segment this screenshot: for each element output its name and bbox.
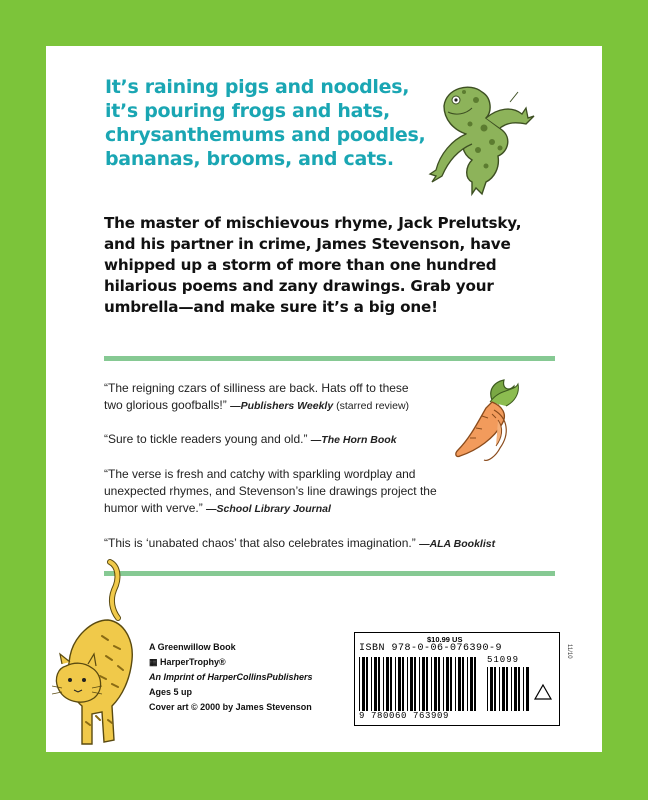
barcode-bar — [374, 657, 377, 711]
barcode-bar — [487, 667, 488, 711]
poem-line: chrysanthemums and poodles, — [105, 124, 426, 146]
review-text: “Sure to tickle readers young and old.” — [104, 432, 311, 446]
isbn-number: ISBN 978-0-06-076390-9 — [359, 643, 503, 654]
barcode-bar — [506, 667, 508, 711]
ean-number: 9 780060 763909 — [359, 711, 450, 721]
barcode-bar — [518, 667, 520, 711]
divider-bottom — [104, 571, 555, 576]
barcode-bar — [410, 657, 413, 711]
barcode-bar — [455, 657, 456, 711]
barcode-bar — [474, 657, 476, 711]
review-quote — [104, 466, 524, 518]
imprint-line — [149, 655, 313, 670]
barcode-bar — [523, 667, 524, 711]
barcode-bar — [450, 657, 452, 711]
barcode-bar — [386, 657, 389, 711]
barcode-bar — [502, 667, 505, 711]
imprint-line: A Greenwillow Book — [149, 642, 236, 652]
barcode-bar — [443, 657, 444, 711]
barcode-block — [354, 632, 560, 726]
barcode-bar — [490, 667, 493, 711]
cat-illustration — [52, 556, 144, 752]
review-text: two glorious goofballs!” — [104, 398, 231, 412]
barcode-bar — [407, 657, 408, 711]
print-code: 11/10 — [566, 644, 572, 659]
imprint-line: Ages 5 up — [149, 687, 193, 697]
barcode-bar — [362, 657, 365, 711]
barcode-bar — [499, 667, 500, 711]
frog-illustration — [426, 78, 538, 198]
barcode-bar — [359, 657, 360, 711]
back-cover-panel — [46, 46, 602, 752]
barcode-bar — [419, 657, 420, 711]
barcode-bar — [514, 667, 517, 711]
barcode-bar — [494, 667, 496, 711]
review-text: “This is ‘unabated chaos’ that also celebrates imagination.” — [104, 536, 420, 550]
review-text: humor with verve.” — [104, 501, 207, 515]
price: $10.99 US — [427, 635, 463, 644]
addon-barcode — [487, 667, 531, 711]
imprint-line: Cover art © 2000 by James Stevenson — [149, 702, 312, 712]
description-line: hilarious poems and zany drawings. Grab your — [104, 277, 494, 295]
description-line: and his partner in crime, James Stevenson, have — [104, 235, 511, 253]
barcode-bar — [426, 657, 428, 711]
imprint-line: An Imprint of HarperCollinsPublishers — [149, 672, 313, 682]
review-note: (starred review) — [333, 400, 410, 412]
review-text: “The reigning czars of silliness are back. Hats off to these — [104, 381, 409, 395]
barcode-bar — [431, 657, 432, 711]
ean-barcode — [359, 657, 481, 711]
barcode-bar — [366, 657, 368, 711]
review-text: unexpected rhymes, and Stevenson’s line drawings project the — [104, 484, 437, 498]
barcode-bar — [511, 667, 512, 711]
harpertrophy-logo-icon: ▦ — [149, 657, 161, 667]
barcode-bar — [390, 657, 392, 711]
barcode-bar — [398, 657, 401, 711]
triangle-icon — [533, 683, 553, 701]
barcode-bar — [422, 657, 425, 711]
review-source: —The Horn Book — [310, 434, 397, 446]
barcode-bar — [438, 657, 440, 711]
barcode-bar — [402, 657, 404, 711]
poem-excerpt — [105, 75, 425, 171]
review-source: —Publishers Weekly — [230, 400, 334, 412]
review-source: —ALA Booklist — [419, 538, 496, 550]
description-line: The master of mischievous rhyme, Jack Prelutsky, — [104, 214, 522, 232]
poem-line: bananas, brooms, and cats. — [105, 148, 394, 170]
barcode-bar — [414, 657, 416, 711]
barcode-bar — [462, 657, 464, 711]
description-line: umbrella—and make sure it’s a big one! — [104, 298, 438, 316]
barcode-bar — [446, 657, 449, 711]
book-description — [104, 213, 534, 318]
review-source: —School Library Journal — [206, 503, 331, 515]
addon-number: 51099 — [487, 655, 520, 665]
barcode-bar — [467, 657, 468, 711]
description-line: whipped up a storm of more than one hundred — [104, 256, 497, 274]
publisher-imprint — [149, 640, 313, 715]
barcode-bar — [434, 657, 437, 711]
poem-line: It’s raining pigs and noodles, — [105, 76, 410, 98]
imprint-text: HarperTrophy® — [160, 657, 226, 667]
barcode-bar — [371, 657, 372, 711]
divider-top — [104, 356, 555, 361]
barcode-bar — [526, 667, 529, 711]
poem-line: it’s pouring frogs and hats, — [105, 100, 390, 122]
review-quote — [104, 535, 524, 553]
barcode-bar — [395, 657, 396, 711]
barcode-bar — [383, 657, 384, 711]
carrot-illustration — [448, 376, 528, 466]
barcode-bar — [470, 657, 473, 711]
barcode-bar — [378, 657, 380, 711]
review-text: “The verse is fresh and catchy with sparkling wordplay and — [104, 467, 416, 481]
barcode-bar — [458, 657, 461, 711]
